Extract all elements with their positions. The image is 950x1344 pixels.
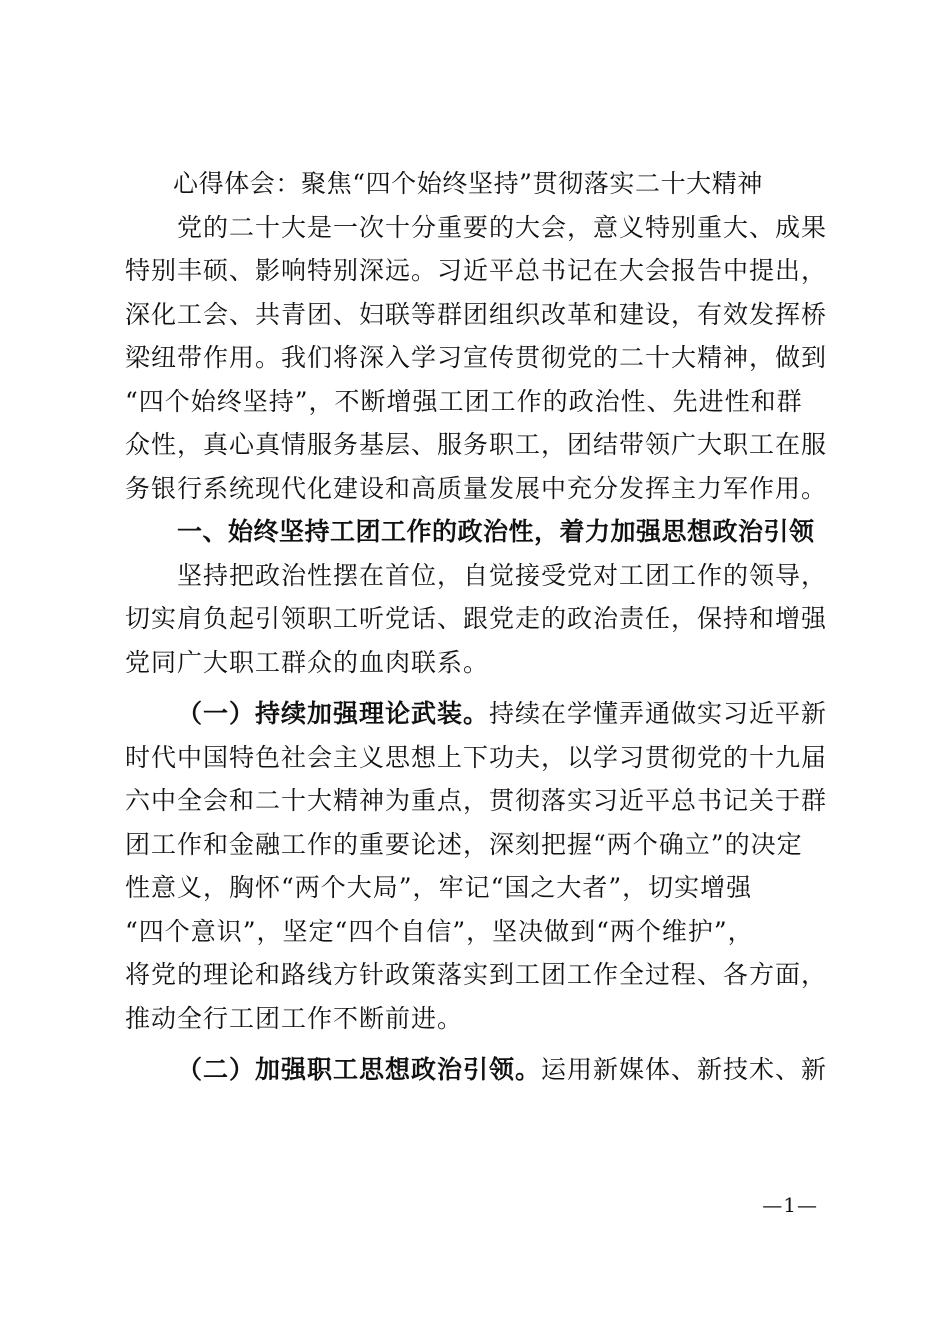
subsection-2-first-line-text: 运用新媒体、新技术、新 [541,1055,828,1084]
intro-line-1: 党的二十大是一次十分重要的大会，意义特别重大、成果 [177,212,828,242]
subsection-2-label: （二）加强职工思想政治引领。 [177,1055,542,1084]
document-title: 心得体会：聚焦“四个始终坚持”贯彻落实二十大精神 [173,169,763,198]
intro-line-4: 梁纽带作用。我们将深入学习宣传贯彻党的二十大精神，做到 [125,343,828,372]
section1-line-2: 切实肩负起引领职工听党话、跟党走的政治责任，保持和增强 [125,604,828,633]
intro-line-7: 务银行系统现代化建设和高质量发展中充分发挥主力军作用。 [125,473,828,503]
subsection-1-line-6: “四个意识”，坚定“四个自信”，坚决做到“两个维护”， [125,916,754,946]
paragraph-gap [125,684,829,692]
subsection-1-line-7: 将党的理论和路线方针政策落实到工团工作全过程、各方面， [125,960,828,989]
paragraph-gap [125,1040,829,1048]
subsection-1-label: （一）持续加强理论武装。 [177,699,490,728]
intro-line-3: 深化工会、共青团、妇联等群团组织改革和建设，有效发挥桥 [125,299,828,329]
intro-line-5: “四个始终坚持”，不断增强工团工作的政治性、先进性和群 [125,386,803,416]
section1-line-1: 坚持把政治性摆在首位，自觉接受党对工团工作的领导， [177,560,828,590]
subsection-1-line-4: 团工作和金融工作的重要论述，深刻把握“两个确立”的决定 [125,829,803,859]
subsection-1-line-5: 性意义，胸怀“两个大局”，牢记“国之大者”，切实增强 [125,873,753,902]
intro-line-2: 特别丰硕、影响特别深远。习近平总书记在大会报告中提出， [125,256,828,285]
subsection-1-line-3: 六中全会和二十大精神为重点，贯彻落实习近平总书记关于群 [125,786,828,815]
subsection-1-first-line-text: 持续在学懂弄通做实习近平新 [489,699,828,728]
page-number: —1— [762,1193,818,1217]
document-body [125,162,829,1092]
section1-line-3: 党同广大职工群众的血肉联系。 [125,647,490,677]
subsection-2-first-line [125,1048,829,1092]
subsection-1-line-2: 时代中国特色社会主义思想上下功夫，以学习贯彻党的十九届 [125,742,828,772]
subsection-1-first-line [125,692,829,736]
section-heading-1: 一、始终坚持工团工作的政治性，着力加强思想政治引领 [177,517,815,546]
intro-line-6: 众性，真心真情服务基层、服务职工，团结带领广大职工在服 [125,430,828,459]
subsection-1-line-8: 推动全行工团工作不断前进。 [125,1003,464,1033]
